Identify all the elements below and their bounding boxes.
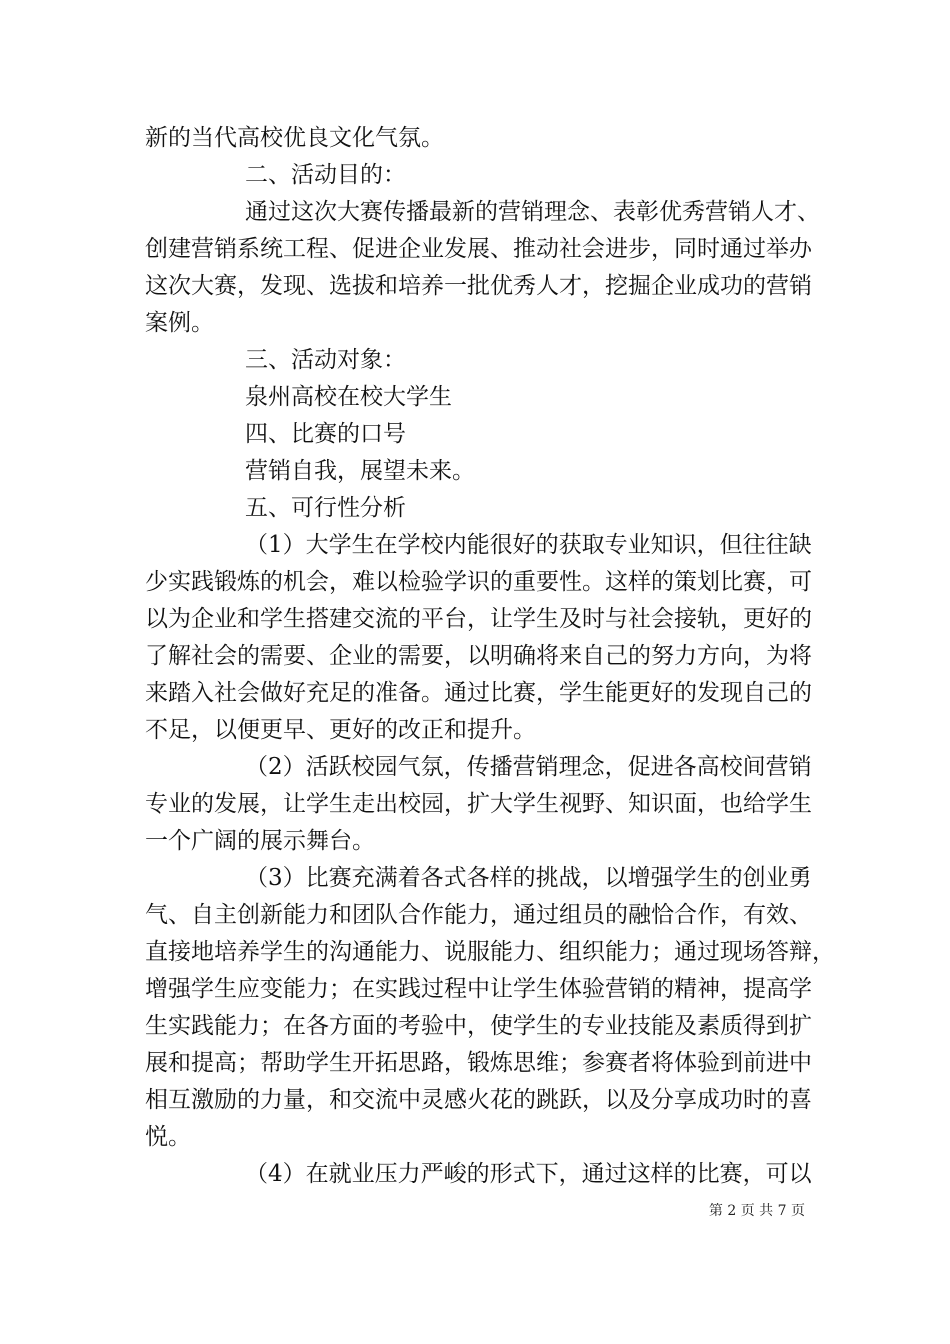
section-heading: 四、比赛的口号 bbox=[245, 421, 406, 447]
text-line: 少实践锻炼的机会，难以检验学识的重要性。这样的策划比赛，可 bbox=[145, 569, 812, 595]
text-line: 来踏入社会做好充足的准备。通过比赛，学生能更好的发现自己的 bbox=[145, 680, 812, 706]
text-line: 不足，以便更早、更好的改正和提升。 bbox=[145, 717, 536, 743]
text-line: 气、自主创新能力和团队合作能力，通过组员的融恰合作，有效、 bbox=[145, 902, 812, 928]
text-line: 增强学生应变能力；在实践过程中让学生体验营销的精神，提高学 bbox=[145, 976, 812, 1002]
text-line: （3）比赛充满着各式各样的挑战，以增强学生的创业勇 bbox=[245, 865, 812, 891]
text-line: 生实践能力；在各方面的考验中，使学生的专业技能及素质得到扩 bbox=[145, 1013, 812, 1039]
text-line: 专业的发展，让学生走出校园，扩大学生视野、知识面，也给学生 bbox=[145, 791, 812, 817]
text-line: 案例。 bbox=[145, 310, 214, 336]
text-line: 创建营销系统工程、促进企业发展、推动社会进步，同时通过举办 bbox=[145, 236, 812, 262]
page-number: 第 2 页 共 7 页 bbox=[708, 1203, 805, 1219]
text-line: 以为企业和学生搭建交流的平台，让学生及时与社会接轨，更好的 bbox=[145, 606, 812, 632]
text-line: 营销自我，展望未来。 bbox=[245, 458, 475, 484]
section-heading: 二、活动目的： bbox=[245, 162, 406, 188]
text-line: 新的当代高校优良文化气氛。 bbox=[145, 125, 444, 151]
text-line: 悦。 bbox=[145, 1124, 191, 1150]
text-line: 一个广阔的展示舞台。 bbox=[145, 828, 375, 854]
text-line: 泉州高校在校大学生 bbox=[245, 384, 452, 410]
section-heading: 三、活动对象： bbox=[245, 347, 406, 373]
text-line: 展和提高；帮助学生开拓思路，锻炼思维；参赛者将体验到前进中 bbox=[145, 1050, 812, 1076]
text-line: 了解社会的需要、企业的需要，以明确将来自己的努力方向，为将 bbox=[145, 643, 812, 669]
text-line: （4）在就业压力严峻的形式下，通过这样的比赛，可以 bbox=[245, 1161, 812, 1187]
text-line: 直接地培养学生的沟通能力、说服能力、组织能力；通过现场答辩， bbox=[145, 939, 835, 965]
text-line: （2）活跃校园气氛，传播营销理念，促进各高校间营销 bbox=[245, 754, 812, 780]
text-line: 这次大赛，发现、选拔和培养一批优秀人才，挖掘企业成功的营销 bbox=[145, 273, 812, 299]
text-line: （1）大学生在学校内能很好的获取专业知识，但往往缺 bbox=[245, 532, 812, 558]
text-line: 相互激励的力量，和交流中灵感火花的跳跃，以及分享成功时的喜 bbox=[145, 1087, 812, 1113]
section-heading: 五、可行性分析 bbox=[245, 495, 406, 521]
text-line: 通过这次大赛传播最新的营销理念、表彰优秀营销人才、 bbox=[245, 199, 820, 225]
